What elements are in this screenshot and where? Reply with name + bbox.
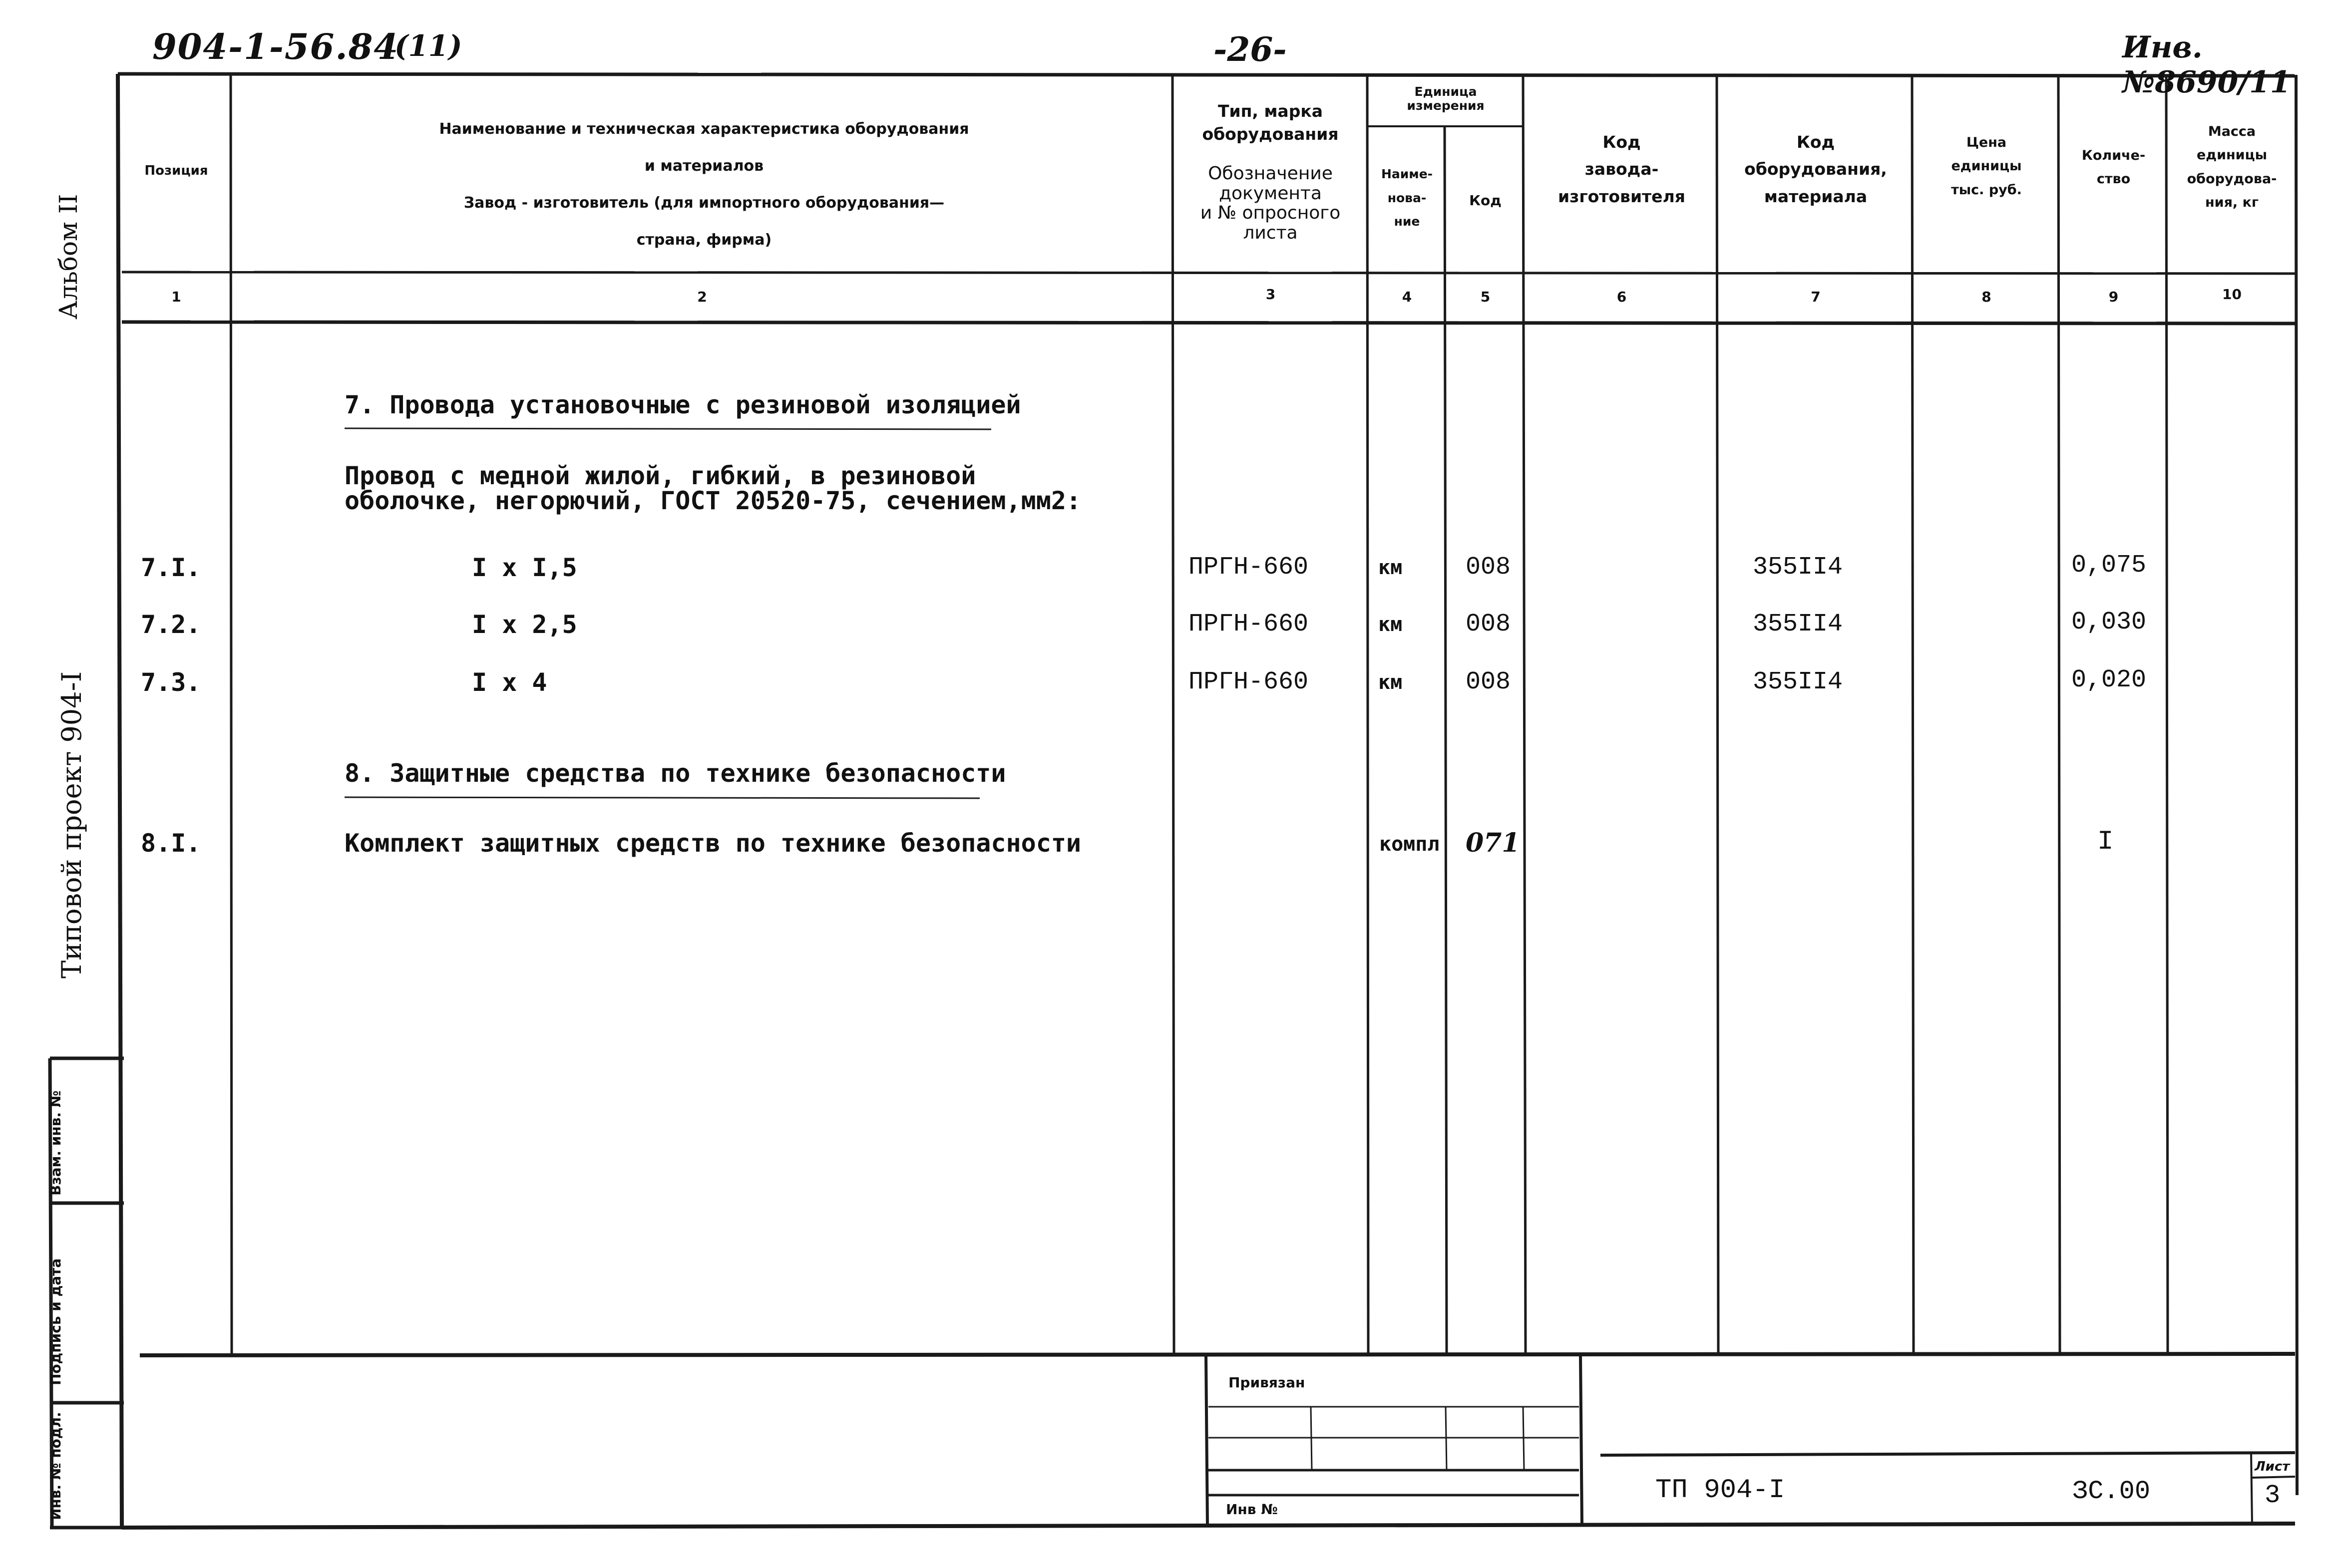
doc-ref-suffix: (11) (394, 29, 462, 63)
row-7-2-unit: км (1378, 613, 1403, 636)
header-manufacturer-code (1526, 129, 1718, 210)
row-8-1-unit: компл (1379, 833, 1440, 856)
stamp-attached: Привязан (1228, 1374, 1305, 1391)
header-price (1914, 131, 2059, 202)
header-name-line-3: Завод - изготовитель (для импортного оборудования— (463, 194, 945, 212)
header-unit-code: Код (1469, 192, 1502, 209)
album-label: Альбом II (54, 194, 83, 319)
row-7-3-name: I х 4 (472, 668, 547, 697)
row-7-3-unit: км (1378, 671, 1403, 694)
header-mass-line-1: Масса (2208, 124, 2256, 139)
row-7-3-quantity: 0,020 (2071, 666, 2147, 694)
col-number-9: 9 (2108, 289, 2119, 305)
header-equipment-line-3: материала (1764, 186, 1868, 206)
row-7-2-code: 008 (1466, 610, 1511, 638)
col-number-1: 1 (171, 289, 181, 305)
col-number-7: 7 (1811, 289, 1821, 305)
stamp-project: ТП 904-I (1655, 1475, 1785, 1506)
col-number-5: 5 (1480, 289, 1491, 305)
page-number: -26- (1213, 30, 1287, 69)
row-7-1-position: 7.I. (141, 553, 201, 582)
section-7-title: 7. Провода установочные с резиновой изоляцией (345, 390, 1021, 419)
stamp-sheet-code: ЗС.00 (2072, 1477, 2151, 1506)
section-8-title: 8. Защитные средства по технике безопасности (345, 759, 1006, 788)
row-8-1-name: Комплект защитных средств по технике безопасности (345, 829, 1082, 858)
header-name-line-4: страна, фирма) (636, 231, 772, 249)
header-manufacturer-line-2: завода- (1584, 159, 1659, 179)
header-quantity-line-1: Количе- (2081, 148, 2146, 163)
header-position: Позиция (144, 163, 208, 178)
header-unit-line-1: Единица (1414, 84, 1477, 99)
row-8-1-quantity: I (2097, 827, 2114, 857)
header-type (1173, 100, 1367, 146)
section-7-description-line-2: оболочке, негорючий, ГОСТ 20520-75, сечением,мм2: (345, 486, 1082, 515)
col-number-10: 10 (2222, 286, 2242, 303)
header-price-line-3: тыс. руб. (1951, 182, 2022, 198)
row-7-2-position: 7.2. (141, 610, 201, 639)
header-doc-line-4: листа (1243, 222, 1298, 243)
col-number-3: 3 (1265, 286, 1276, 303)
header-unit-group (1368, 85, 1523, 112)
row-7-2-type: ПРГН-660 (1188, 610, 1309, 638)
signature-date-box: Подпись и дата (47, 1258, 64, 1385)
original-inv-box: Инв. № подл. (47, 1412, 64, 1520)
stamp-sheet-number: 3 (2265, 1481, 2281, 1510)
row-7-3-type: ПРГН-660 (1188, 668, 1309, 696)
header-price-line-1: Цена (1966, 135, 2007, 150)
row-7-2-name: I х 2,5 (472, 610, 577, 639)
row-7-3-code: 008 (1466, 668, 1511, 696)
section-7-description (345, 463, 1081, 513)
header-type-line-2: оборудования (1202, 124, 1339, 144)
inventory-stamp: Инв.№8690/11 (2122, 30, 2291, 100)
row-7-1-code: 008 (1466, 553, 1511, 582)
stamp-sheet-label: Лист (2255, 1459, 2290, 1474)
row-8-1-code: 071 (1466, 828, 1520, 858)
header-equipment-line-1: Код (1796, 132, 1835, 152)
header-unit-line-2: измерения (1407, 98, 1485, 113)
header-price-line-2: единицы (1951, 158, 2022, 174)
header-name (350, 111, 1059, 259)
header-unit-name-line-1: Наиме- (1381, 167, 1433, 181)
doc-ref: 904-1-56.84 (152, 26, 399, 67)
header-mass-line-4: ния, кг (2205, 194, 2259, 210)
header-doc (1173, 164, 1367, 243)
col-number-6: 6 (1616, 289, 1627, 305)
header-doc-line-3: и № опросного (1200, 203, 1341, 224)
project-label: Типовой проект 904-I (56, 671, 87, 978)
section-7-description-line-1: Провод с медной жилой, гибкий, в резиновой (345, 461, 976, 490)
row-7-2-quantity: 0,030 (2071, 608, 2147, 636)
header-mass-line-2: единицы (2196, 147, 2268, 163)
header-type-line-1: Тип, марка (1218, 101, 1323, 121)
header-doc-line-1: Обозначение (1208, 163, 1333, 184)
row-7-3-equipment-code: 355II4 (1753, 668, 1843, 696)
row-7-1-name: I х I,5 (472, 553, 577, 582)
header-equipment-code (1718, 129, 1913, 210)
row-7-1-quantity: 0,075 (2071, 551, 2147, 580)
header-quantity (2060, 144, 2167, 191)
header-unit-name (1368, 162, 1446, 234)
row-7-1-type: ПРГН-660 (1188, 553, 1309, 582)
header-name-line-1: Наименование и техническая характеристика оборудования (439, 120, 969, 138)
header-name-line-2: и материалов (644, 157, 764, 175)
row-7-2-equipment-code: 355II4 (1753, 610, 1843, 638)
row-7-1-unit: км (1378, 556, 1403, 579)
header-unit-name-line-2: нова- (1387, 190, 1427, 205)
col-number-4: 4 (1402, 289, 1412, 305)
header-doc-line-2: документа (1219, 183, 1322, 204)
replacement-inv-box: Взам. инв. № (47, 1090, 64, 1196)
header-equipment-line-2: оборудования, (1744, 159, 1887, 179)
header-quantity-line-2: ство (2096, 171, 2131, 187)
header-manufacturer-line-3: изготовителя (1558, 186, 1685, 206)
row-8-1-position: 8.I. (141, 829, 201, 858)
header-unit-name-line-3: ние (1394, 214, 1420, 229)
stamp-inv-no: Инв № (1226, 1501, 1278, 1518)
header-mass-line-3: оборудова- (2187, 171, 2277, 187)
col-number-8: 8 (1981, 289, 1991, 305)
col-number-2: 2 (697, 289, 707, 305)
row-7-3-position: 7.3. (141, 668, 201, 697)
row-7-1-equipment-code: 355II4 (1753, 553, 1843, 582)
header-mass (2168, 120, 2296, 214)
header-manufacturer-line-1: Код (1602, 132, 1641, 152)
